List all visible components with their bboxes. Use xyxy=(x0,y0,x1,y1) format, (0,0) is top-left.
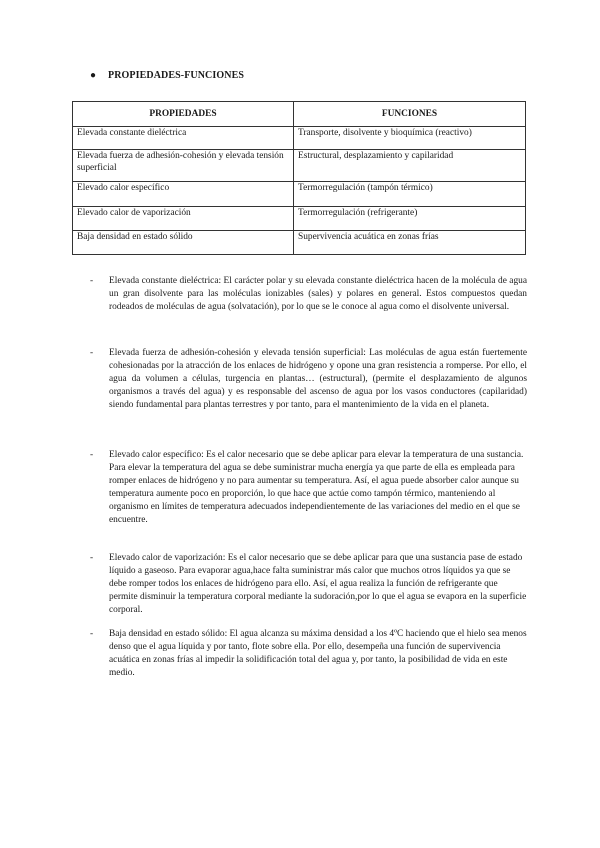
paragraph-density xyxy=(90,628,527,680)
table-row xyxy=(73,182,526,207)
paragraph-specific-heat xyxy=(90,449,527,528)
paragraph-text: Baja densidad en estado sólido: El agua alcanza su máxima densidad a los 4ºC haciendo que el hielo sea menos denso que el agua líquida y por tanto, flote sobre ella. Por ello, desempeña una función de supervivencia acuática en zonas frías al impedir la solidificación total del agua y, por tanto, la posibilidad de vida en este medio. xyxy=(109,629,527,679)
table-row xyxy=(73,207,526,231)
paragraph-text: Elevado calor de vaporización: Es el calor necesario que se debe aplicar para que una sustancia pase de estado líquido a gaseoso. Para evaporar agua,hace falta suministrar más calor que muchos otros líquidos ya que se debe romper todos los enlaces de hidrógeno para ello. Así, el agua realiza la función de refrigerante que permite disminuir la temperatura corporal mediante la sudoración,por lo que el agua se evapora en la superficie corporal. xyxy=(109,553,527,616)
property-cell: Elevado calor de vaporización xyxy=(73,207,294,231)
function-cell: Termorregulación (refrigerante) xyxy=(294,207,526,231)
property-cell: Baja densidad en estado sólido xyxy=(73,231,294,255)
table-header-row xyxy=(73,102,526,127)
property-cell: Elevado calor específico xyxy=(73,182,294,207)
function-cell: Supervivencia acuática en zonas frías xyxy=(294,231,526,255)
header-functions: FUNCIONES xyxy=(294,102,526,127)
list-dash: - xyxy=(90,553,94,563)
table-row xyxy=(73,150,526,182)
paragraph-vaporization xyxy=(90,552,527,617)
property-cell: Elevada fuerza de adhesión-cohesión y elevada tensión superficial xyxy=(73,150,294,182)
header-properties: PROPIEDADES xyxy=(73,102,294,127)
table-row xyxy=(73,127,526,150)
paragraph-text: Elevado calor específico: Es el calor necesario que se debe aplicar para elevar la temperatura de una sustancia. Para elevar la temperatura del agua se debe suministrar mucha energía ya que parte de ella es empleada para romper enlaces de hidrógeno y no para aumentar su temperatura. Así, el agua puede absorber calor aunque su temperatura aumente poco en proporción, lo que hace que actúe como tampón térmico, manteniendo al organismo en límites de temperatura adecuados independientemente de las variaciones del medio en el que se encuentre. xyxy=(109,450,524,526)
paragraph-text: Elevada fuerza de adhesión-cohesión y elevada tensión superficial: Las moléculas de agua están fuertemente cohesionadas por la atracción de los enlaces de hidrógeno y opone una gran resistencia a romperse. Por ello, el agua da volumen a células, turgencia en plantas… (estructural), (permite el desplazamiento de algunos organismos a través del agua) y es responsable del ascenso de agua por los vasos conductores (capilaridad) siendo fundamental para plantas terrestres y por tanto, para el mantenimiento de la vida en el planeta. xyxy=(109,348,527,411)
property-cell: Elevada constante dieléctrica xyxy=(73,127,294,150)
properties-functions-table xyxy=(72,101,526,255)
function-cell: Estructural, desplazamiento y capilaridad xyxy=(294,150,526,182)
paragraph-dielectric xyxy=(90,275,527,314)
list-dash: - xyxy=(90,276,94,286)
paragraph-text: Elevada constante dieléctrica: El carácter polar y su elevada constante dieléctrica hacen de la molécula de agua un gran disolvente para las moléculas ionizables (sales) y polares en general. Estos compuestos quedan rodeados de moléculas de agua (solvatación), por lo que se le conoce al agua como el disolvente universal. xyxy=(109,276,527,313)
section-heading xyxy=(90,70,244,81)
list-dash: - xyxy=(90,450,94,460)
function-cell: Transporte, disolvente y bioquímica (reactivo) xyxy=(294,127,526,150)
bullet-icon: ● xyxy=(90,70,97,81)
table-row xyxy=(73,231,526,255)
list-dash: - xyxy=(90,348,94,358)
list-dash: - xyxy=(90,629,94,639)
section-title: PROPIEDADES-FUNCIONES xyxy=(108,70,245,81)
function-cell: Termorregulación (tampón térmico) xyxy=(294,182,526,207)
paragraph-cohesion xyxy=(90,347,527,412)
